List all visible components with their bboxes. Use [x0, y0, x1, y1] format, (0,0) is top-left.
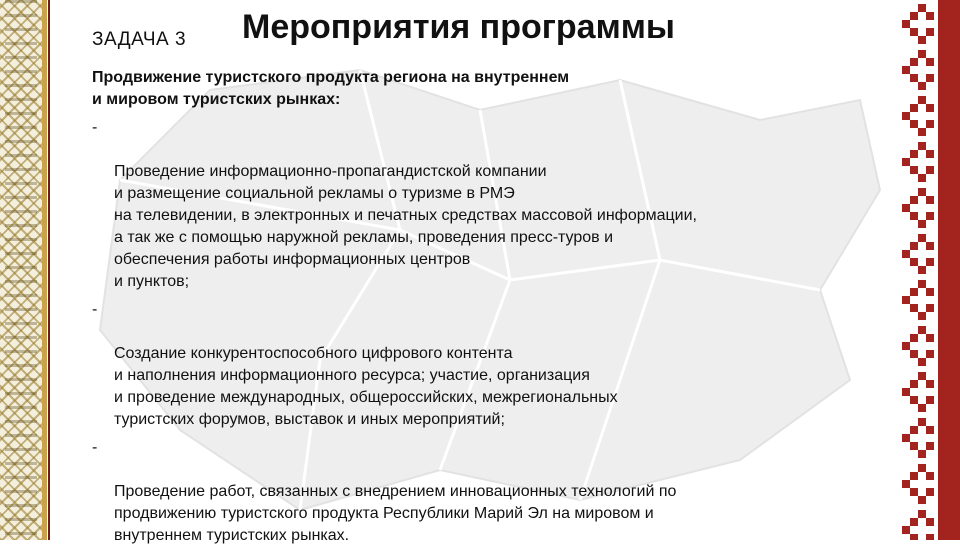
content-body: [92, 67, 887, 553]
right-ornament-pattern: [898, 0, 958, 540]
list-item-text: Проведение работ, связанных с внедрением инновационных технологий по продвижению туристского продукта Республики Марий Эл на мировом и внутреннем туристских рынках.: [114, 483, 677, 544]
left-ornament-border: [0, 0, 42, 540]
bullet-dash: -: [92, 119, 98, 136]
measures-list: [92, 117, 887, 547]
list-item: [92, 437, 887, 547]
list-item: [92, 299, 887, 431]
left-red-rail: [48, 0, 50, 540]
list-item: [92, 117, 887, 293]
intro-text: Продвижение туристского продукта региона на внутреннем и мировом туристских рынках:: [92, 69, 570, 108]
left-gold-rail: [42, 0, 47, 540]
list-item-text: Создание конкурентоспособного цифрового контента и наполнения информационного ресурса; участие, организация и проведение международных, общероссийских, межрегиональных туристских форумов, выставок и иных мероприятий;: [114, 345, 618, 428]
task-label: ЗАДАЧА 3: [92, 29, 187, 50]
bullet-dash: -: [92, 439, 98, 456]
list-item-text: Проведение информационно-пропагандистской компании и размещение социальной рекламы о туризме в РМЭ на телевидении, в электронных и печатных средствах массовой информации, а так же с помощью наружной рекламы, проведения пресс-туров и обеспечения работы информационных центров и пунктов;: [114, 163, 697, 290]
page-title: Мероприятия программы: [242, 8, 675, 46]
bullet-dash: -: [92, 301, 98, 318]
